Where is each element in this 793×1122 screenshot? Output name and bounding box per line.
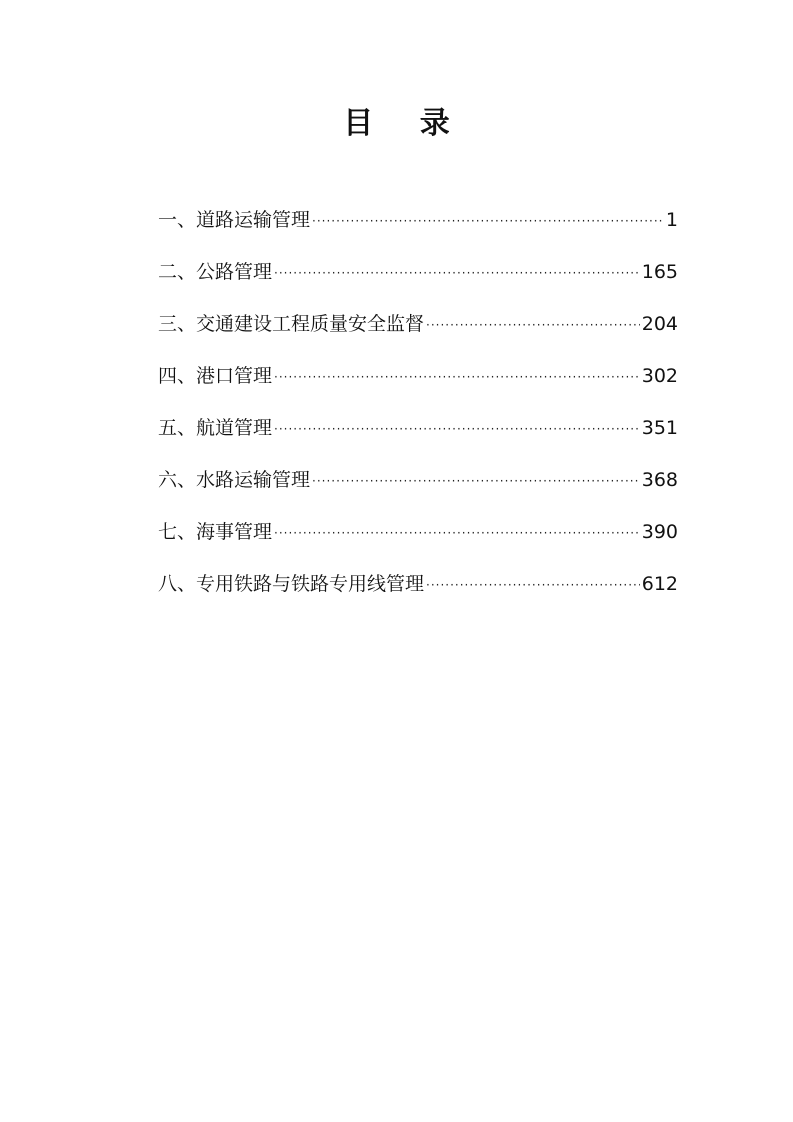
toc-page-number: 302 — [641, 365, 678, 387]
toc-entry[interactable] — [158, 254, 678, 306]
toc-dot-leader — [274, 359, 640, 395]
toc-entry[interactable] — [158, 358, 678, 410]
toc-dot-leader — [274, 255, 640, 291]
toc-dot-leader — [426, 307, 640, 343]
table-of-contents — [158, 202, 678, 618]
toc-entry[interactable] — [158, 202, 678, 254]
toc-entry-label: 三、交通建设工程质量安全监督 — [158, 313, 425, 335]
toc-page-number: 368 — [641, 469, 678, 491]
toc-entry-label: 八、专用铁路与铁路专用线管理 — [158, 573, 425, 595]
toc-dot-leader — [312, 203, 664, 239]
toc-dot-leader — [312, 463, 640, 499]
toc-entry[interactable] — [158, 410, 678, 462]
toc-page-number: 612 — [641, 573, 678, 595]
toc-entry-label: 五、航道管理 — [158, 417, 273, 439]
toc-entry-label: 七、海事管理 — [158, 521, 273, 543]
toc-page-number: 1 — [665, 209, 678, 231]
toc-page-number: 165 — [641, 261, 678, 283]
toc-entry[interactable] — [158, 566, 678, 618]
toc-entry[interactable] — [158, 462, 678, 514]
toc-entry-label: 六、水路运输管理 — [158, 469, 311, 491]
toc-entry[interactable] — [158, 306, 678, 358]
toc-page-number: 351 — [641, 417, 678, 439]
toc-dot-leader — [274, 411, 640, 447]
toc-dot-leader — [274, 515, 640, 551]
toc-dot-leader — [426, 567, 640, 603]
toc-entry-label: 一、道路运输管理 — [158, 209, 311, 231]
toc-page-number: 204 — [641, 313, 678, 335]
toc-entry-label: 四、港口管理 — [158, 365, 273, 387]
toc-entry[interactable] — [158, 514, 678, 566]
toc-entry-label: 二、公路管理 — [158, 261, 273, 283]
toc-page-number: 390 — [641, 521, 678, 543]
page-title: 目 录 — [343, 106, 468, 141]
